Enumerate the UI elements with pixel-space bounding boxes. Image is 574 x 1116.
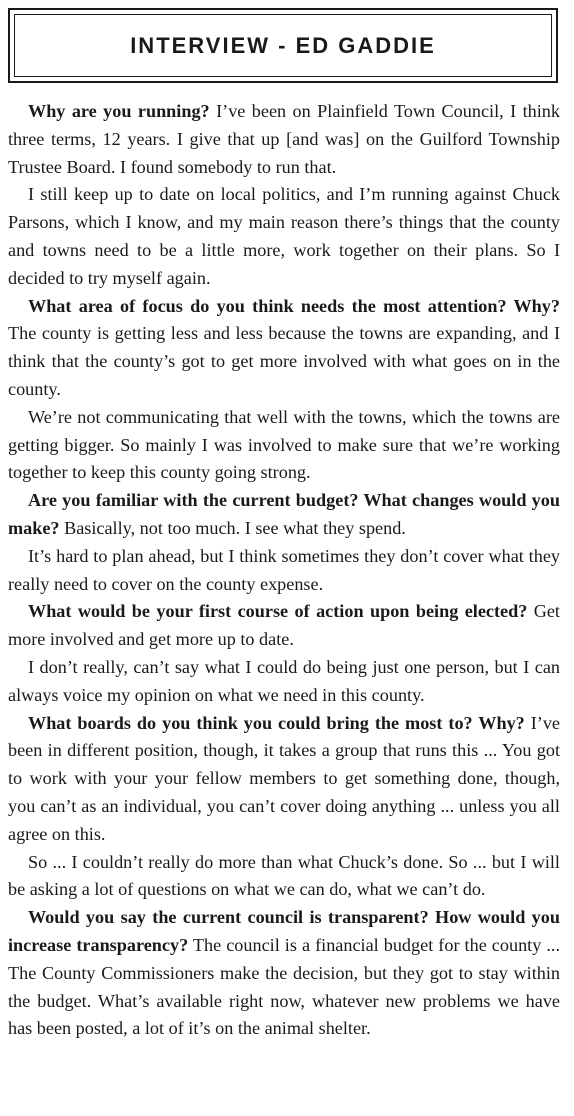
answer: I’ve been on Plainfield Town Council, I think three terms, 12 years. I give that up [and was] on the Guilford Township Trustee Board. I found somebody to run that. xyxy=(8,101,560,177)
paragraph xyxy=(8,487,560,543)
paragraph xyxy=(8,404,560,487)
header-inner-border xyxy=(14,14,552,77)
question: What would be your first course of action upon being elected? xyxy=(28,601,528,622)
paragraph xyxy=(8,904,560,1043)
question: Would you say the current council is transparent? How would you increase transparency? xyxy=(8,907,560,955)
answer: So ... I couldn’t really do more than what Chuck’s done. So ... but I will be asking a lot of questions on what we can do, what we can’t do. xyxy=(8,851,560,900)
paragraph xyxy=(8,543,560,599)
paragraph xyxy=(8,98,560,181)
question: Why are you running? xyxy=(28,101,210,121)
paragraph xyxy=(8,598,560,654)
question: Are you familiar with the current budget? What changes would you make? xyxy=(8,490,560,538)
question: What boards do you think you could bring the most to? Why? xyxy=(28,712,525,733)
paragraph xyxy=(8,181,560,292)
article-body xyxy=(8,98,560,1043)
answer: I’ve been in different position, though, it takes a group that runs this ... You got to work with your your fellow members to get something done, though, you can’t as an individual, you can’t cover doing anything ... unless you all agree on this. xyxy=(8,712,561,844)
answer: Get more involved and get more up to date. xyxy=(8,601,560,650)
answer: I don’t really, can’t say what I could do being just one person, but I can always voice my opinion on what we need in this county. xyxy=(8,656,560,705)
paragraph xyxy=(8,710,560,849)
answer: Basically, not too much. I see what they spend. xyxy=(59,517,406,538)
header-box xyxy=(8,8,558,83)
question: What area of focus do you think needs the most attention? Why? xyxy=(28,295,560,316)
answer: The county is getting less and less because the towns are expanding, and I think that the county’s got to get more involved with what goes on in the county. xyxy=(8,323,560,399)
paragraph xyxy=(8,293,560,404)
answer: I still keep up to date on local politics, and I’m running against Chuck Parsons, which I know, and my main reason there’s things that the county and towns need to be a little more, work together on their plans. So I decided to try myself again. xyxy=(8,184,560,288)
answer: It’s hard to plan ahead, but I think sometimes they don’t cover what they really need to cover on the county expense. xyxy=(8,545,560,594)
paragraph xyxy=(8,849,560,905)
answer: The council is a financial budget for the county ... The County Commissioners make the decision, but they got to stay within the budget. What’s available right now, whatever new problems we have has been posted, a lot of it’s on the animal shelter. xyxy=(8,934,560,1039)
answer: We’re not communicating that well with the towns, which the towns are getting bigger. So mainly I was involved to make sure that we’re working together to keep this county going strong. xyxy=(8,406,560,483)
paragraph xyxy=(8,654,560,710)
page-title: INTERVIEW - ED GADDIE xyxy=(130,32,436,58)
